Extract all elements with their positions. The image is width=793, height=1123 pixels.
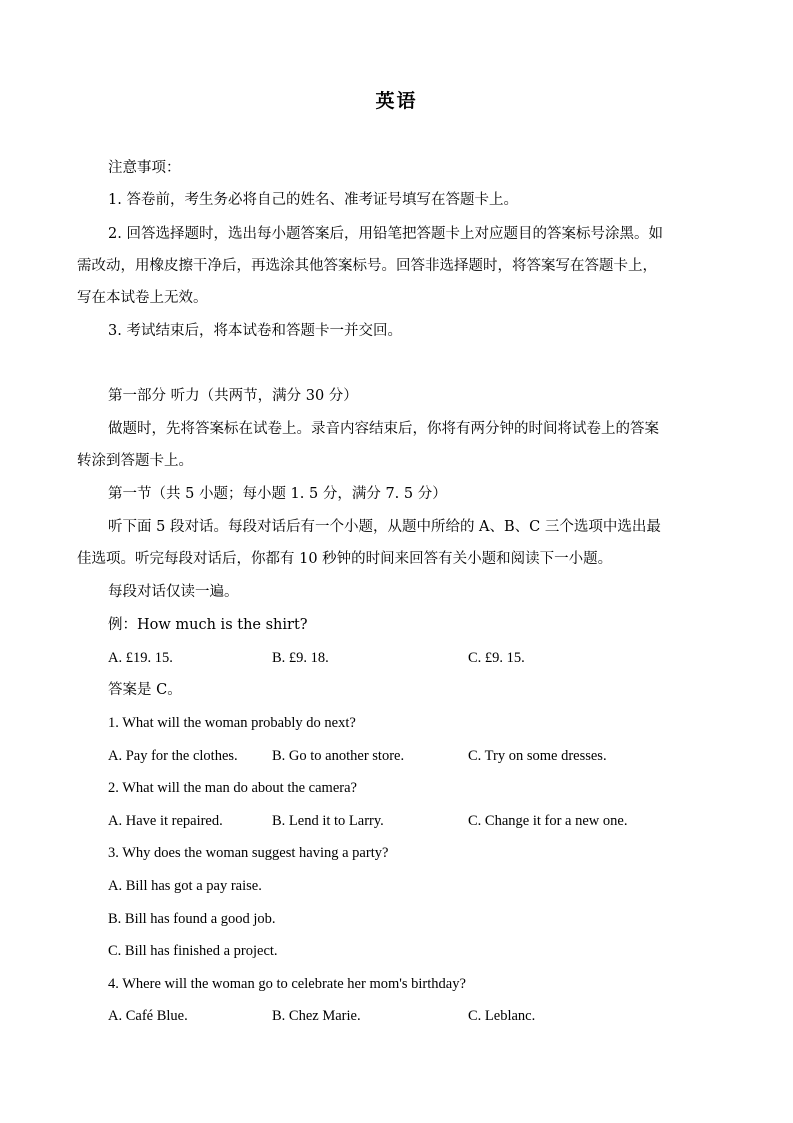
question-2-option-b: B. Lend it to Larry.: [272, 813, 384, 829]
question-3-option-b: B. Bill has found a good job.: [108, 911, 276, 927]
question-2-text: 2. What will the man do about the camera?: [108, 780, 357, 796]
notice-item-2-line-1: 2. 回答选择题时，选出每小题答案后，用铅笔把答题卡上对应题目的答案标号涂黑。如: [108, 226, 663, 242]
question-1-option-b: B. Go to another store.: [272, 748, 405, 764]
question-1-option-a: A. Pay for the clothes.: [108, 748, 238, 764]
question-4-text: 4. Where will the woman go to celebrate her mom's birthday?: [108, 976, 466, 992]
question-4-option-c: C. Leblanc.: [468, 1008, 536, 1024]
part1-heading: 第一部分 听力（共两节，满分 30 分）: [108, 388, 358, 404]
question-4-option-a: A. Café Blue.: [108, 1008, 188, 1024]
question-1-text: 1. What will the woman probably do next?: [108, 715, 356, 731]
example-question: 例：How much is the shirt?: [108, 617, 308, 633]
example-answer: 答案是 C。: [108, 682, 182, 698]
question-3-option-c: C. Bill has finished a project.: [108, 943, 278, 959]
page-title: 英语: [375, 90, 418, 112]
section1-instruction-line-1: 听下面 5 段对话。每段对话后有一个小题，从题中所给的 A、B、C 三个选项中选出最: [108, 519, 661, 535]
part1-instruction-line-1: 做题时，先将答案标在试卷上。录音内容结束后，你将有两分钟的时间将试卷上的答案: [108, 421, 659, 437]
section1-instruction-line-3: 每段对话仅读一遍。: [108, 584, 239, 600]
section1-heading: 第一节（共 5 小题；每小题 1. 5 分，满分 7. 5 分）: [108, 486, 447, 502]
notice-item-1: 1. 答卷前，考生务必将自己的姓名、准考证号填写在答题卡上。: [108, 192, 518, 208]
notice-heading: 注意事项：: [108, 160, 181, 176]
part1-instruction-line-2: 转涂到答题卡上。: [77, 453, 193, 469]
question-1-option-c: C. Try on some dresses.: [468, 748, 607, 764]
example-option-a: A. £19. 15.: [108, 650, 173, 666]
example-option-b: B. £9. 18.: [272, 650, 329, 666]
question-4-option-b: B. Chez Marie.: [272, 1008, 361, 1024]
question-2-option-c: C. Change it for a new one.: [468, 813, 628, 829]
notice-item-2-line-3: 写在本试卷上无效。: [77, 290, 208, 306]
question-3-text: 3. Why does the woman suggest having a party?: [108, 845, 389, 861]
example-option-c: C. £9. 15.: [468, 650, 525, 666]
question-3-option-a: A. Bill has got a pay raise.: [108, 878, 262, 894]
section1-instruction-line-2: 佳选项。听完每段对话后，你都有 10 秒钟的时间来回答有关小题和阅读下一小题。: [77, 551, 613, 567]
notice-item-3: 3. 考试结束后，将本试卷和答题卡一并交回。: [108, 323, 402, 339]
notice-item-2-line-2: 需改动，用橡皮擦干净后，再选涂其他答案标号。回答非选择题时，将答案写在答题卡上，: [77, 258, 657, 274]
question-2-option-a: A. Have it repaired.: [108, 813, 223, 829]
